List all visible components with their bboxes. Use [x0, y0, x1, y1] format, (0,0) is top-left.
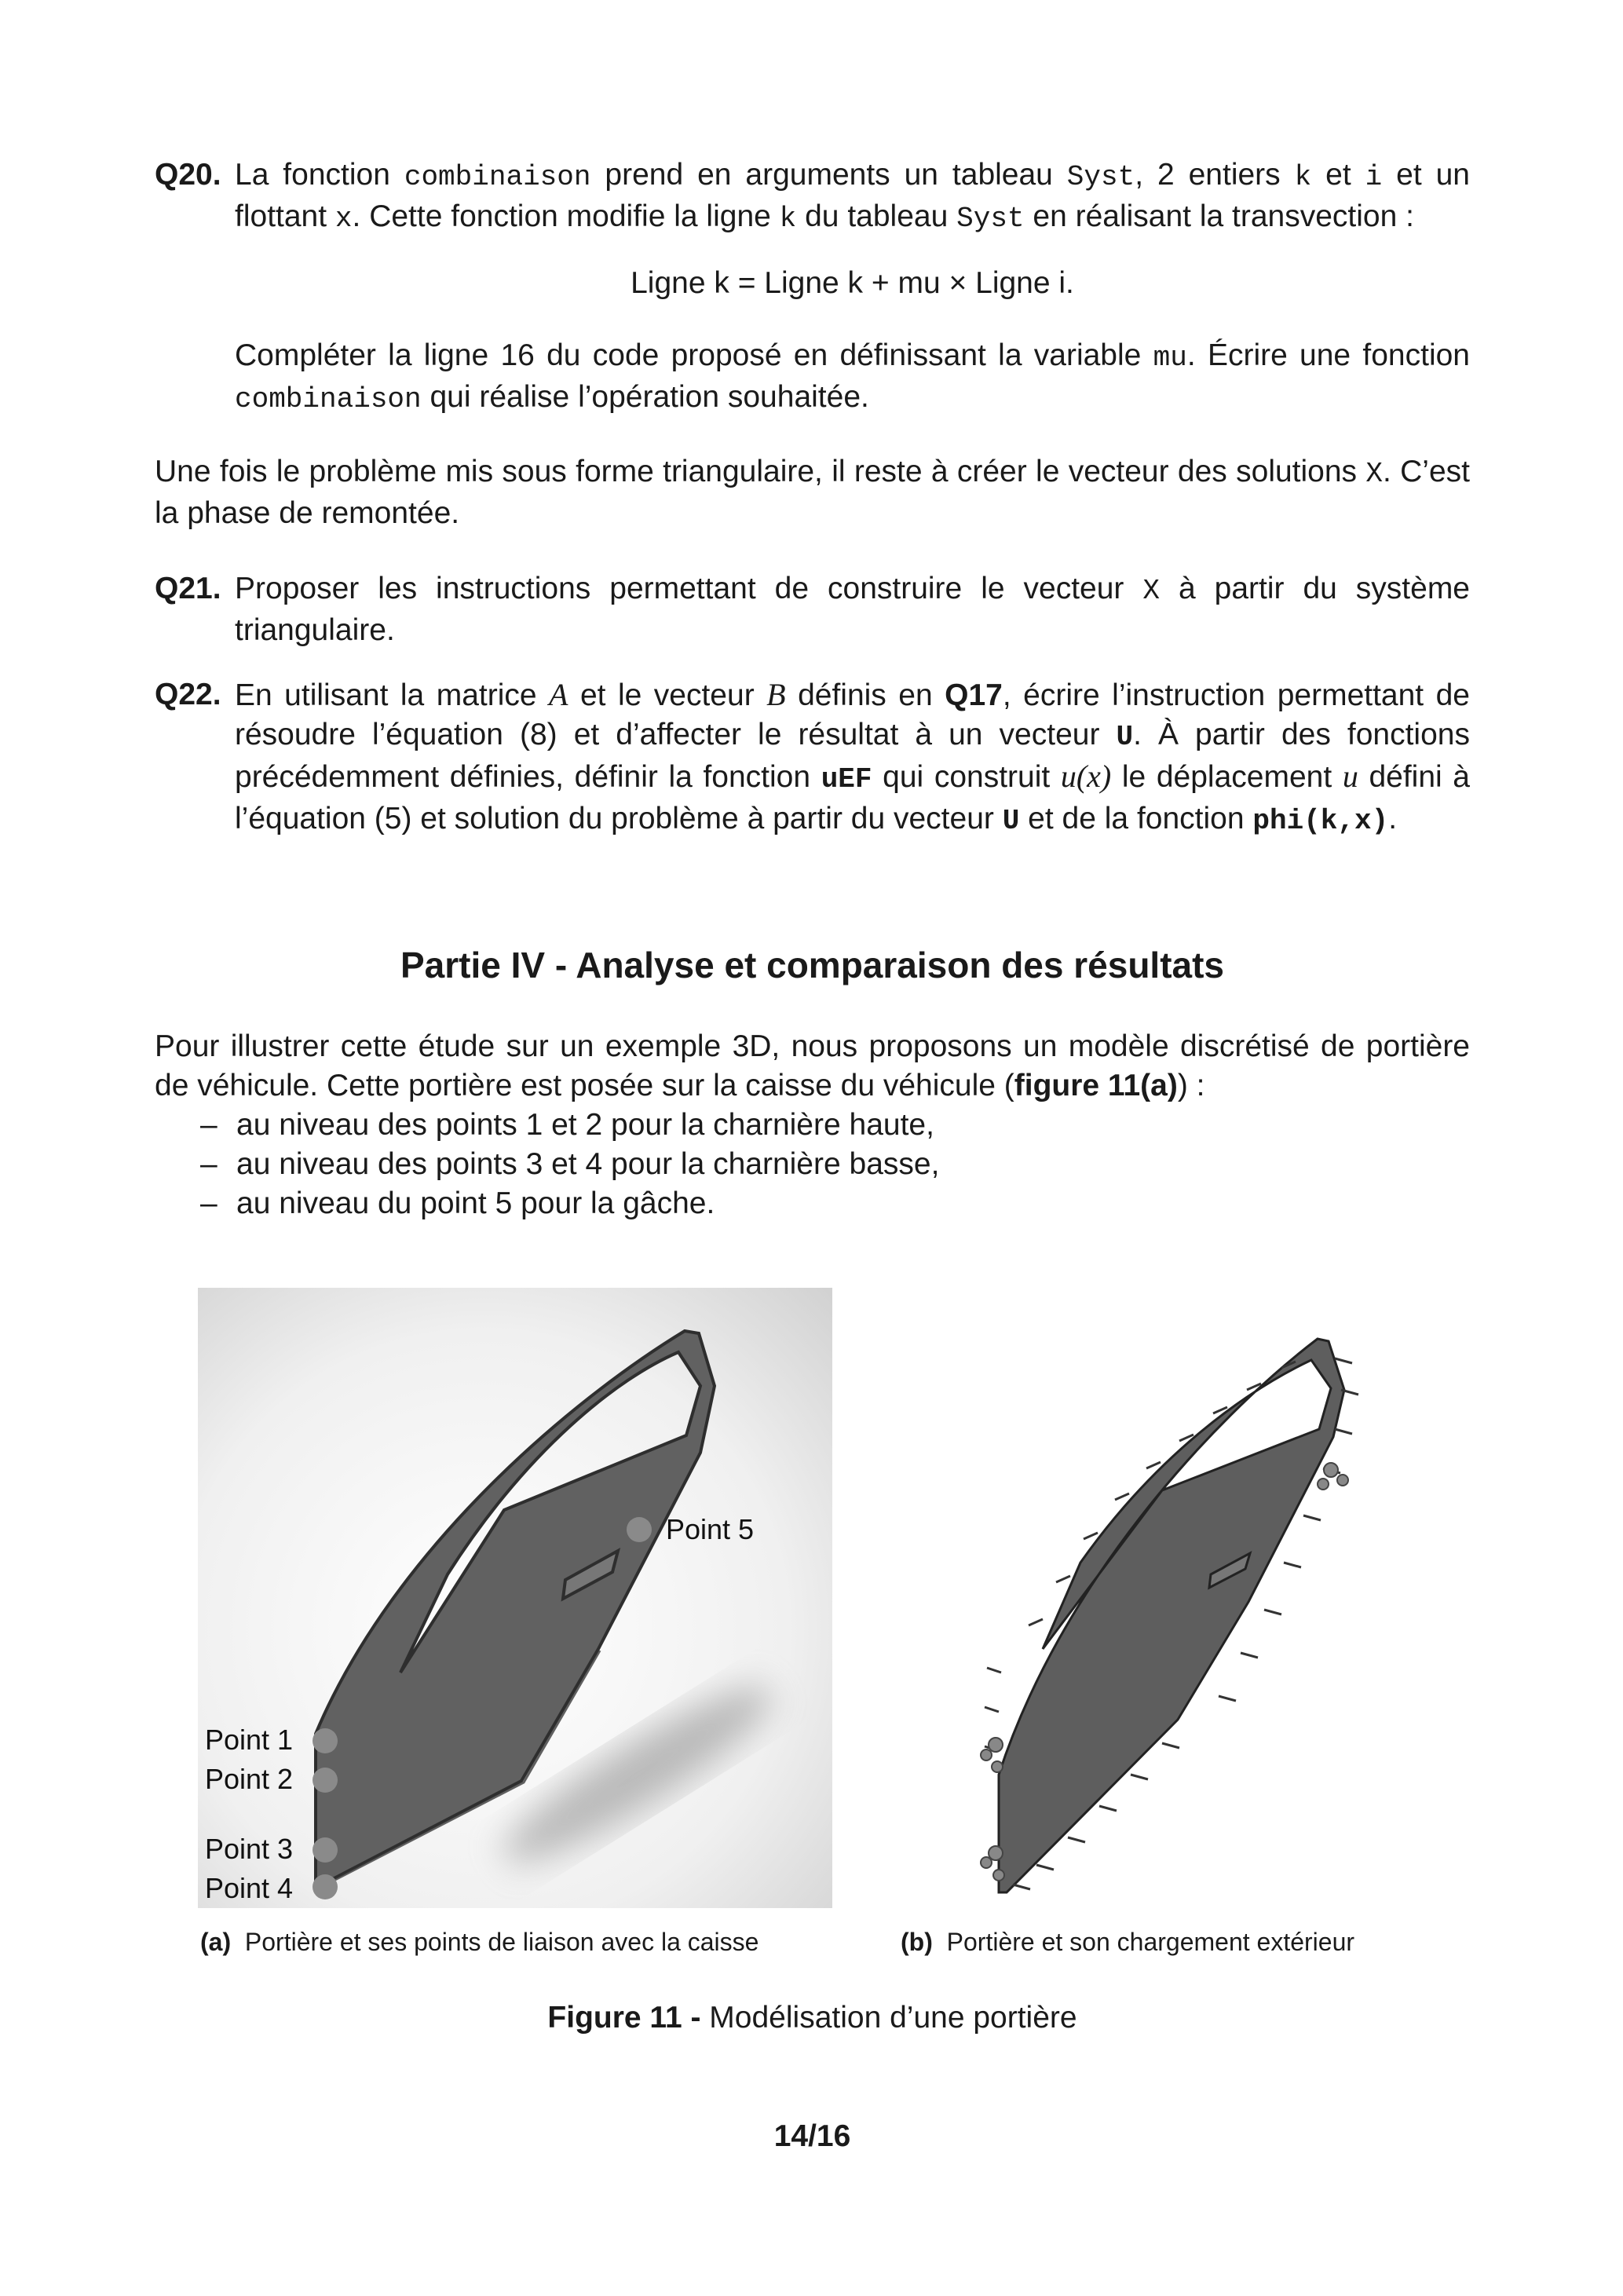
caption-a: (a) Portière et ses points de liaison avec la caisse: [200, 1928, 759, 1956]
list-item: – au niveau des points 1 et 2 pour la charnière haute,: [200, 1106, 939, 1145]
point-label: Point 5: [666, 1513, 755, 1545]
question-text: Proposer les instructions permettant de construire le vecteur X à partir du système triangulaire.: [235, 572, 1470, 647]
figure-title: Figure 11 - Modélisation d’une portière: [547, 2001, 1077, 2035]
point-marker: [627, 1517, 652, 1542]
figure-11b-door-loading: [927, 1303, 1398, 1908]
question-number: Q22.: [155, 678, 221, 711]
question-text-2: Compléter la ligne 16 du code proposé en définissant la variable mu. Écrire une fonction combinaison qui réalise l’opération souhaitée.: [235, 338, 1470, 415]
point-marker: [313, 1874, 338, 1899]
question-q21: [155, 569, 1470, 650]
page-number: 14/16: [773, 2119, 851, 2153]
section-intro: Pour illustrer cette étude sur un exemple 3D, nous proposons un modèle discrétisé de portière de véhicule. Cette portière est posée sur la caisse du véhicule (figure 11(a)) :: [155, 1029, 1470, 1102]
point-label: Point 3: [205, 1833, 294, 1865]
question-number: Q21.: [155, 572, 221, 605]
point-marker: [313, 1728, 338, 1753]
list-item: – au niveau du point 5 pour la gâche.: [200, 1184, 939, 1223]
caption-b: (b) Portière et son chargement extérieur: [901, 1928, 1355, 1956]
figure-11a-door-attachment-points: [198, 1288, 832, 1908]
question-text: En utilisant la matrice A et le vecteur B définis en Q17, écrire l’instruction permettant de résoudre l’équation (8) et d’affecter le résultat à un vecteur U. À partir des fonctions précédemment définies, définir la fonction uEF qui construit u(x) le déplacement u défini à l’équation (5) et solution du problème à partir du vecteur U et de la fonction phi(k,x).: [235, 677, 1470, 837]
transvection-formula: Ligne k = Ligne k + mu × Ligne i.: [631, 266, 1074, 300]
question-q22: [155, 675, 1470, 841]
point-label: Point 1: [205, 1724, 294, 1756]
list-item: – au niveau des points 3 et 4 pour la charnière basse,: [200, 1145, 939, 1184]
question-number: Q20.: [155, 158, 221, 192]
point-label: Point 4: [205, 1872, 294, 1904]
attachment-list: [200, 1106, 939, 1223]
door-mesh: [999, 1339, 1344, 1892]
question-text: La fonction combinaison prend en arguments un tableau Syst, 2 entiers k et i et un flottant x. Cette fonction modifie la ligne k du tableau Syst en réalisant la transvection :: [235, 158, 1470, 235]
question-q20: [155, 155, 1470, 419]
point-marker: [313, 1837, 338, 1863]
point-marker: [313, 1768, 338, 1793]
point-label: Point 2: [205, 1763, 294, 1795]
remontee-paragraph: Une fois le problème mis sous forme triangulaire, il reste à créer le vecteur des solutions X. C’est la phase de remontée.: [155, 455, 1470, 530]
section-title: Partie IV - Analyse et comparaison des résultats: [400, 945, 1225, 985]
